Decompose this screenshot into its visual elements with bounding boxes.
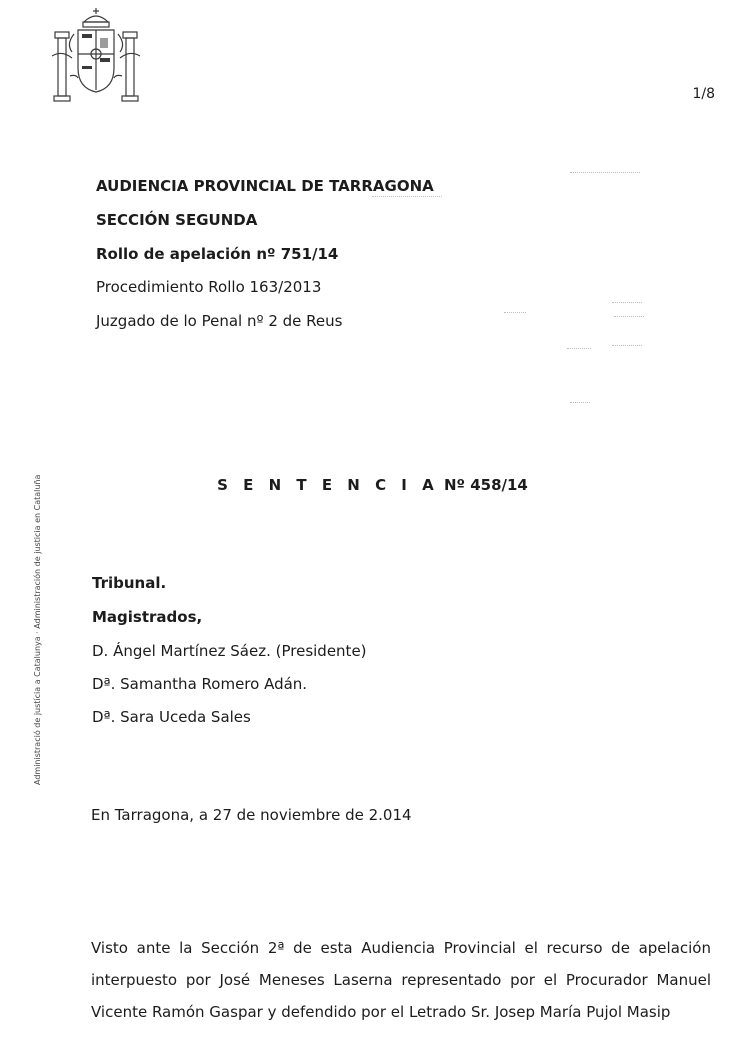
scan-speck bbox=[570, 172, 640, 173]
magistrate-second: Dª. Samantha Romero Adán. bbox=[92, 675, 308, 693]
scan-speck bbox=[372, 196, 442, 197]
scan-speck bbox=[614, 316, 644, 317]
sentence-number: Nº 458/14 bbox=[443, 476, 528, 494]
scan-speck bbox=[570, 402, 590, 403]
magistrates-heading: Magistrados, bbox=[92, 608, 203, 626]
court-name: AUDIENCIA PROVINCIAL DE TARRAGONA bbox=[96, 177, 434, 195]
appeal-number: Rollo de apelación nº 751/14 bbox=[96, 245, 339, 263]
magistrate-presidente: D. Ángel Martínez Sáez. (Presidente) bbox=[92, 642, 367, 660]
spanish-coat-of-arms-icon bbox=[48, 4, 144, 110]
origin-court: Juzgado de lo Penal nº 2 de Reus bbox=[96, 312, 343, 330]
procedure-number: Procedimiento Rollo 163/2013 bbox=[96, 278, 322, 296]
body-paragraph: Visto ante la Sección 2ª de esta Audiencia Provincial el recurso de apelación interpuesto por José Meneses Laserna representado por el Procurador Manuel Vicente Ramón Gaspar y defendido por el Letrado Sr. Josep María Pujol Masip bbox=[91, 939, 711, 1021]
magistrate-third: Dª. Sara Uceda Sales bbox=[92, 708, 251, 726]
sentence-label: S E N T E N C I A bbox=[217, 476, 439, 494]
scan-speck bbox=[504, 312, 526, 313]
court-section: SECCIÓN SEGUNDA bbox=[96, 211, 258, 229]
tribunal-heading: Tribunal. bbox=[92, 574, 167, 592]
sidebar-vertical-text: Administració de justícia a Catalunya · Administración de justicia en Cataluña bbox=[33, 474, 42, 785]
sentence-title bbox=[0, 476, 745, 494]
page-number: 1/8 bbox=[692, 86, 715, 102]
scan-speck bbox=[612, 345, 642, 346]
scan-speck bbox=[567, 348, 591, 349]
place-and-date: En Tarragona, a 27 de noviembre de 2.014 bbox=[91, 806, 412, 824]
scan-speck bbox=[612, 302, 642, 303]
